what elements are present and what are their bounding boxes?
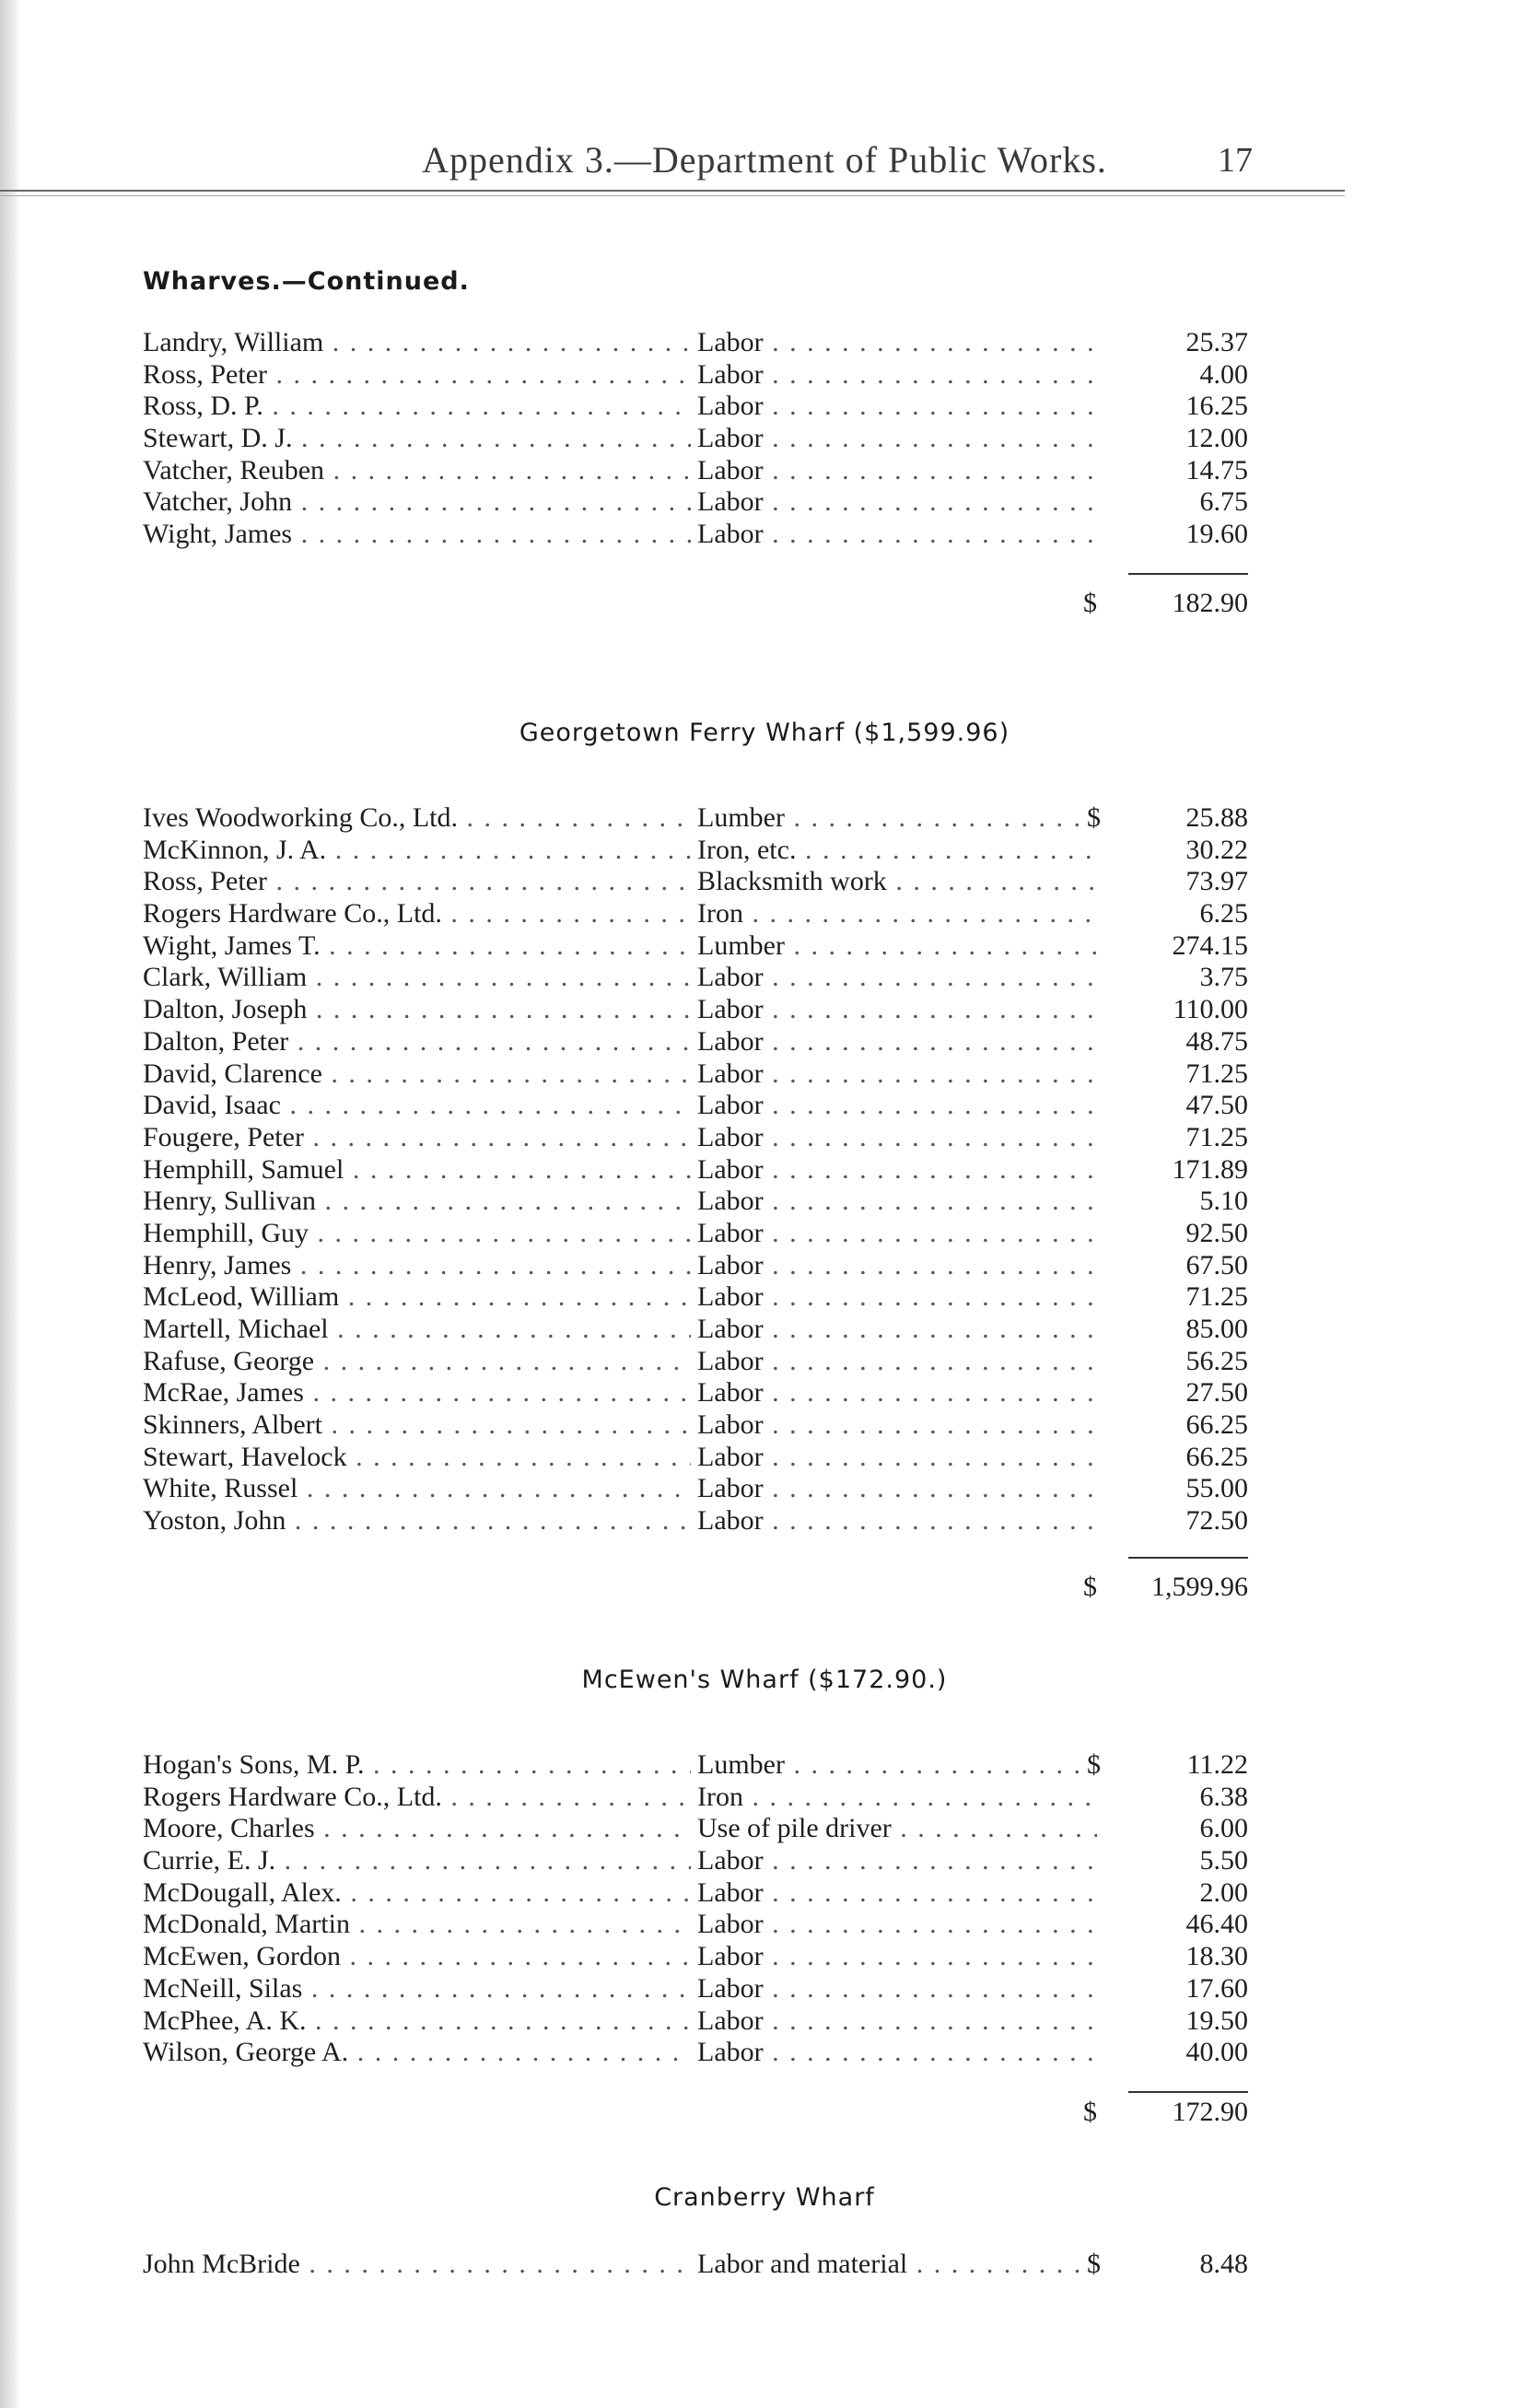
page-number: 17 <box>1218 141 1253 180</box>
item-description <box>697 423 1097 455</box>
item-description-text: Labor <box>697 1314 764 1344</box>
payee-name <box>143 1026 691 1058</box>
ledger-row <box>0 1782 1529 1814</box>
ledger-row <box>0 898 1529 930</box>
payee-name <box>143 1090 691 1122</box>
ledger-row <box>0 1505 1529 1537</box>
amount: 5.10 <box>1199 1186 1248 1217</box>
header-rule-thin <box>0 195 1345 196</box>
page-header <box>0 138 1529 193</box>
item-description <box>697 1473 1097 1505</box>
ledger-row <box>0 1409 1529 1442</box>
item-description <box>697 1505 1097 1537</box>
item-description <box>697 1813 1097 1845</box>
item-description <box>697 1877 1097 1910</box>
item-description <box>697 1058 1097 1091</box>
ledger-row <box>0 1941 1529 1973</box>
ledger-rows <box>0 802 1529 1537</box>
amount: 56.25 <box>1185 1345 1248 1376</box>
section-heading: Georgetown Ferry Wharf ($1,599.96) <box>519 719 1010 747</box>
item-description <box>697 486 1097 519</box>
ledger-row <box>0 1909 1529 1941</box>
item-description-text: Labor <box>697 1876 764 1908</box>
amount: 110.00 <box>1173 994 1248 1025</box>
total-amount: 1,599.96 <box>1151 1572 1248 1602</box>
amount: 2.00 <box>1199 1876 1248 1908</box>
dollar-sign: $ <box>1087 1749 1109 1782</box>
ledger-row <box>0 455 1529 487</box>
item-description-text: Labor <box>697 1941 764 1972</box>
item-description <box>697 327 1097 359</box>
amount: 66.25 <box>1185 1409 1248 1441</box>
payee-name <box>143 423 691 455</box>
item-description <box>697 994 1097 1026</box>
payee-name-text: Henry, Sullivan <box>143 1186 317 1217</box>
ledger-row <box>0 1813 1529 1845</box>
ledger-row <box>0 1314 1529 1346</box>
amount: 274.15 <box>1172 929 1248 961</box>
payee-name <box>143 898 691 930</box>
total-amount: 172.90 <box>1172 2097 1248 2127</box>
payee-name-text: Dalton, Peter <box>143 1025 289 1057</box>
ledger-row <box>0 423 1529 455</box>
payee-name-text: Hemphill, Guy <box>143 1217 309 1248</box>
ledger-row <box>0 1154 1529 1186</box>
section-cranberry-wharf <box>0 2183 1529 2281</box>
item-description-text: Labor <box>697 962 764 993</box>
item-description-text: Labor <box>697 1473 764 1504</box>
section-total <box>0 588 1529 621</box>
amount: 171.89 <box>1172 1153 1248 1185</box>
payee-name <box>143 391 691 423</box>
ledger-row <box>0 835 1529 867</box>
item-description-text: Lumber <box>697 1749 785 1780</box>
total-amount: 182.90 <box>1172 588 1248 618</box>
payee-name <box>143 2005 691 2038</box>
item-description-text: Iron, etc. <box>697 834 797 865</box>
amount: 71.25 <box>1185 1121 1248 1152</box>
item-description <box>697 1186 1097 1218</box>
item-description <box>697 1973 1097 2005</box>
ledger-row <box>0 1877 1529 1910</box>
payee-name <box>143 1749 691 1782</box>
total-rule <box>1128 2091 1248 2093</box>
payee-name-text: Stewart, D. J. <box>143 423 293 454</box>
payee-name <box>143 1442 691 1474</box>
item-description-text: Labor <box>697 1121 764 1152</box>
payee-name-text: Landry, William <box>143 327 324 357</box>
payee-name-text: McKinnon, J. A. <box>143 834 327 865</box>
item-description-text: Labor <box>697 1845 764 1876</box>
ledger-row <box>0 1442 1529 1474</box>
payee-name <box>143 1218 691 1250</box>
payee-name <box>143 1281 691 1314</box>
running-title: Appendix 3.—Department of Public Works. <box>422 139 1107 181</box>
ledger-row <box>0 1346 1529 1378</box>
payee-name-text: Wight, James <box>143 519 293 550</box>
payee-name <box>143 835 691 867</box>
payee-name-text: McDonald, Martin <box>143 1909 350 1940</box>
item-description <box>697 1845 1097 1877</box>
item-description-text: Lumber <box>697 802 785 833</box>
item-description <box>697 1409 1097 1442</box>
payee-name <box>143 455 691 487</box>
payee-name <box>143 802 691 835</box>
item-description-text: Labor <box>697 2005 764 2036</box>
item-description-text: Labor and material <box>697 2249 908 2279</box>
ledger-row <box>0 327 1529 359</box>
item-description-text: Labor <box>697 1153 764 1185</box>
ledger-row <box>0 1250 1529 1282</box>
ledger-row <box>0 519 1529 551</box>
amount: 12.00 <box>1185 423 1248 454</box>
item-description-text: Labor <box>697 994 764 1025</box>
item-description <box>697 391 1097 423</box>
payee-name-text: Ross, Peter <box>143 866 267 897</box>
ledger-row <box>0 930 1529 963</box>
amount: 25.37 <box>1185 327 1248 357</box>
payee-name <box>143 1473 691 1505</box>
payee-name-text: Dalton, Joseph <box>143 994 308 1025</box>
item-description <box>697 359 1097 392</box>
item-description <box>697 519 1097 551</box>
ledger-row <box>0 2005 1529 2038</box>
payee-name <box>143 1409 691 1442</box>
amount: 66.25 <box>1185 1441 1248 1472</box>
total-rule <box>1128 573 1248 575</box>
item-description <box>697 2037 1097 2069</box>
payee-name-text: Yoston, John <box>143 1505 286 1537</box>
payee-name <box>143 930 691 963</box>
ledger-row <box>0 1090 1529 1122</box>
item-description <box>697 962 1097 994</box>
ledger-row <box>0 359 1529 392</box>
header-rule <box>0 190 1345 192</box>
ledger-row <box>0 962 1529 994</box>
amount: 71.25 <box>1185 1058 1248 1089</box>
payee-name-text: David, Clarence <box>143 1058 322 1089</box>
ledger-row <box>0 391 1529 423</box>
payee-name <box>143 486 691 519</box>
item-description <box>697 1122 1097 1154</box>
amount: 25.88 <box>1185 802 1248 833</box>
payee-name-text: McRae, James <box>143 1377 304 1409</box>
item-description-text: Labor <box>697 1409 764 1441</box>
ledger-rows <box>0 327 1529 551</box>
item-description <box>697 835 1097 867</box>
payee-name <box>143 1845 691 1877</box>
section-total <box>0 1572 1529 1605</box>
item-description-text: Labor <box>697 1909 764 1940</box>
item-description-text: Labor <box>697 1505 764 1537</box>
item-description <box>697 2005 1097 2038</box>
item-description <box>697 1026 1097 1058</box>
item-description <box>697 1218 1097 1250</box>
payee-name <box>143 866 691 898</box>
amount: 72.50 <box>1185 1505 1248 1537</box>
ledger-row <box>0 1122 1529 1154</box>
item-description <box>697 1250 1097 1282</box>
item-description-text: Labor <box>697 1186 764 1217</box>
payee-name-text: Ives Woodworking Co., Ltd. <box>143 802 459 833</box>
payee-name <box>143 1058 691 1091</box>
item-description <box>697 1281 1097 1314</box>
payee-name-text: Ross, D. P. <box>143 391 263 422</box>
total-rule <box>1128 1557 1248 1559</box>
amount: 6.00 <box>1199 1813 1248 1844</box>
payee-name <box>143 1909 691 1941</box>
amount: 6.75 <box>1199 486 1248 518</box>
payee-name-text: Hogan's Sons, M. P. <box>143 1749 365 1780</box>
item-description <box>697 1377 1097 1409</box>
section-heading: McEwen's Wharf ($172.90.) <box>581 1666 948 1694</box>
dollar-sign: $ <box>1087 2249 1109 2281</box>
payee-name <box>143 2249 691 2281</box>
item-description-text: Labor <box>697 391 764 422</box>
item-description-text: Labor <box>697 1249 764 1280</box>
payee-name <box>143 1813 691 1845</box>
item-description-text: Blacksmith work <box>697 866 887 897</box>
payee-name-text: McEwen, Gordon <box>143 1941 341 1972</box>
item-description-text: Labor <box>697 2037 764 2068</box>
payee-name-text: McNeill, Silas <box>143 1972 303 2004</box>
payee-name-text: Skinners, Albert <box>143 1409 322 1441</box>
item-description-text: Labor <box>697 1217 764 1248</box>
ledger-row <box>0 1281 1529 1314</box>
total-dollar-sign: $ <box>1083 588 1097 618</box>
amount: 11.22 <box>1186 1749 1248 1780</box>
item-description-text: Labor <box>697 486 764 518</box>
total-dollar-sign: $ <box>1083 1572 1097 1602</box>
item-description-text: Labor <box>697 1058 764 1089</box>
payee-name <box>143 1941 691 1973</box>
section-georgetown-ferry-wharf <box>0 719 1529 1537</box>
payee-name <box>143 1377 691 1409</box>
amount: 5.50 <box>1199 1845 1248 1876</box>
payee-name <box>143 1122 691 1154</box>
ledger-row <box>0 1377 1529 1409</box>
item-description-text: Labor <box>697 1345 764 1376</box>
item-description <box>697 2249 1097 2281</box>
ledger-rows <box>0 1749 1529 2069</box>
item-description-text: Labor <box>697 1972 764 2004</box>
item-description-text: Labor <box>697 1441 764 1472</box>
payee-name <box>143 994 691 1026</box>
amount: 19.50 <box>1185 2005 1248 2036</box>
section-total <box>0 2097 1529 2130</box>
item-description-text: Labor <box>697 1377 764 1409</box>
amount: 19.60 <box>1185 519 1248 550</box>
amount: 30.22 <box>1185 834 1248 865</box>
payee-name-text: McDougall, Alex. <box>143 1876 342 1908</box>
amount: 3.75 <box>1199 962 1248 993</box>
ledger-row <box>0 994 1529 1026</box>
amount: 6.38 <box>1199 1781 1248 1812</box>
item-description <box>697 1782 1097 1814</box>
payee-name-text: Rogers Hardware Co., Ltd. <box>143 1781 442 1812</box>
payee-name <box>143 1154 691 1186</box>
section-heading: Cranberry Wharf <box>654 2183 875 2212</box>
amount: 16.25 <box>1185 391 1248 422</box>
section-wharves-continued <box>0 267 1529 551</box>
payee-name <box>143 1973 691 2005</box>
payee-name-text: Wilson, George A. <box>143 2037 349 2068</box>
payee-name-text: Wight, James T. <box>143 929 321 961</box>
item-description-text: Iron <box>697 898 743 929</box>
payee-name-text: Hemphill, Samuel <box>143 1153 344 1185</box>
item-description-text: Labor <box>697 358 764 390</box>
item-description-text: Labor <box>697 519 764 550</box>
payee-name-text: McLeod, William <box>143 1281 340 1313</box>
item-description-text: Labor <box>697 1025 764 1057</box>
payee-name-text: Fougere, Peter <box>143 1121 304 1152</box>
item-description <box>697 1749 1097 1782</box>
payee-name <box>143 1186 691 1218</box>
item-description-text: Labor <box>697 1281 764 1313</box>
payee-name <box>143 1250 691 1282</box>
ledger-row <box>0 866 1529 898</box>
section-heading: Wharves.—Continued. <box>143 267 470 296</box>
payee-name-text: John McBride <box>143 2249 300 2279</box>
payee-name-text: Ross, Peter <box>143 358 267 390</box>
item-description <box>697 1442 1097 1474</box>
ledger-row <box>0 2249 1529 2281</box>
item-description <box>697 1090 1097 1122</box>
total-dollar-sign: $ <box>1083 2097 1097 2127</box>
item-description <box>697 802 1097 835</box>
item-description <box>697 1154 1097 1186</box>
payee-name-text: McPhee, A. K. <box>143 2005 307 2036</box>
item-description <box>697 1941 1097 1973</box>
ledger-row <box>0 1473 1529 1505</box>
payee-name <box>143 1782 691 1814</box>
amount: 8.48 <box>1199 2249 1248 2279</box>
payee-name-text: White, Russel <box>143 1473 298 1504</box>
payee-name <box>143 519 691 551</box>
amount: 6.25 <box>1199 898 1248 929</box>
item-description <box>697 898 1097 930</box>
amount: 71.25 <box>1185 1281 1248 1313</box>
item-description <box>697 930 1097 963</box>
item-description <box>697 1346 1097 1378</box>
ledger-row <box>0 1026 1529 1058</box>
ledger-row <box>0 486 1529 519</box>
amount: 48.75 <box>1185 1025 1248 1057</box>
ledger-row <box>0 1845 1529 1877</box>
payee-name-text: Vatcher, Reuben <box>143 454 325 485</box>
payee-name <box>143 962 691 994</box>
ledger-row <box>0 1749 1529 1782</box>
amount: 55.00 <box>1185 1473 1248 1504</box>
payee-name-text: Moore, Charles <box>143 1813 315 1844</box>
ledger-row <box>0 802 1529 835</box>
amount: 4.00 <box>1199 358 1248 390</box>
payee-name-text: Henry, James <box>143 1249 292 1280</box>
payee-name <box>143 1877 691 1910</box>
payee-name-text: Stewart, Havelock <box>143 1441 347 1472</box>
item-description-text: Labor <box>697 423 764 454</box>
amount: 40.00 <box>1185 2037 1248 2068</box>
amount: 14.75 <box>1185 454 1248 485</box>
payee-name-text: Rafuse, George <box>143 1345 315 1376</box>
payee-name <box>143 327 691 359</box>
ledger-row <box>0 1218 1529 1250</box>
dollar-sign: $ <box>1087 802 1109 835</box>
item-description-text: Labor <box>697 454 764 485</box>
amount: 47.50 <box>1185 1090 1248 1121</box>
amount: 46.40 <box>1185 1909 1248 1940</box>
amount: 17.60 <box>1185 1972 1248 2004</box>
amount: 85.00 <box>1185 1314 1248 1344</box>
payee-name-text: Clark, William <box>143 962 308 993</box>
ledger-rows <box>0 2249 1529 2281</box>
payee-name <box>143 2037 691 2069</box>
item-description-text: Lumber <box>697 929 785 961</box>
amount: 67.50 <box>1185 1249 1248 1280</box>
item-description-text: Labor <box>697 1090 764 1121</box>
payee-name <box>143 1505 691 1537</box>
payee-name-text: Martell, Michael <box>143 1314 329 1344</box>
item-description <box>697 455 1097 487</box>
ledger-row <box>0 1058 1529 1091</box>
payee-name-text: David, Isaac <box>143 1090 281 1121</box>
item-description-text: Use of pile driver <box>697 1813 892 1844</box>
amount: 27.50 <box>1185 1377 1248 1409</box>
item-description <box>697 1909 1097 1941</box>
amount: 92.50 <box>1185 1217 1248 1248</box>
item-description-text: Labor <box>697 327 764 357</box>
amount: 73.97 <box>1185 866 1248 897</box>
payee-name <box>143 1346 691 1378</box>
item-description-text: Iron <box>697 1781 743 1812</box>
ledger-row <box>0 1973 1529 2005</box>
payee-name-text: Currie, E. J. <box>143 1845 276 1876</box>
item-description <box>697 866 1097 898</box>
item-description <box>697 1314 1097 1346</box>
payee-name-text: Vatcher, John <box>143 486 293 518</box>
amount: 18.30 <box>1185 1941 1248 1972</box>
ledger-row <box>0 2037 1529 2069</box>
payee-name <box>143 359 691 392</box>
ledger-row <box>0 1186 1529 1218</box>
payee-name <box>143 1314 691 1346</box>
section-mcewens-wharf <box>0 1666 1529 2069</box>
payee-name-text: Rogers Hardware Co., Ltd. <box>143 898 442 929</box>
